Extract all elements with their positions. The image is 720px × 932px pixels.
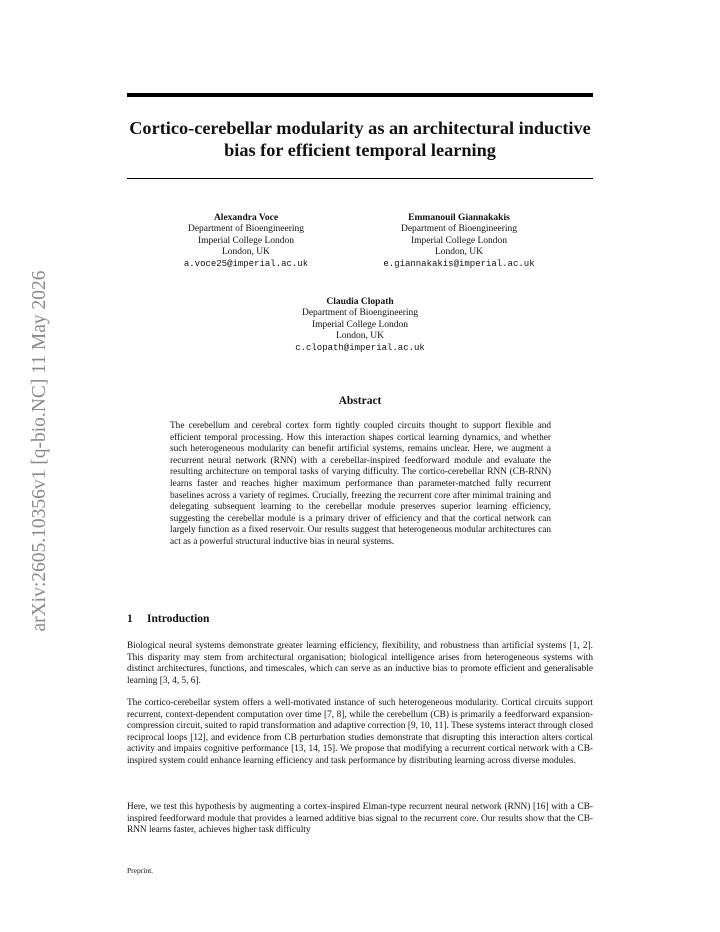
intro-paragraph: The cortico-cerebellar system offers a well-motivated instance of such heterogeneous modularity. Cortical circuits support recurrent, context-dependent computation over time [7, 8], while the cerebellum (CB) is primarily a feedforward expansion-compression circuit, suited to rapid transformation and adaptive correction [9, 10, 11]. These systems interact through closed reciprocal loops [12], and evidence from CB perturbation studies demonstrate that disrupting this interaction alters cortical activity and impairs cognitive performance [13, 14, 15]. We propose that modifying a recurrent cortical network with a CB-inspired system could enhance learning efficiency and task performance by distributing learning across diverse modules.: [127, 698, 593, 766]
author-email[interactable]: a.voce25@imperial.ac.uk: [183, 258, 309, 269]
intro-paragraph: Here, we test this hypothesis by augmenting a cortex-inspired Elman-type recurrent neural network (RNN) [16] with a CB-inspired feedforward module that provides a learned additive bias signal to the recurrent core. Our results show that the CB-RNN learns faster, achieves higher task difficulty: [127, 802, 593, 836]
author-email[interactable]: c.clopath@imperial.ac.uk: [295, 342, 425, 353]
author-location: London, UK: [335, 331, 385, 342]
abstract-heading: Abstract: [338, 395, 382, 407]
section-title: Introduction: [147, 613, 210, 625]
author-institution: Imperial College London: [311, 319, 409, 330]
author-name: Emmanouil Giannakakis: [408, 213, 510, 223]
author-department: Department of Bioengineering: [400, 224, 518, 235]
paper-title: Cortico-cerebellar modularity as an architectural inductive bias for efficient temporal learning: [129, 118, 591, 160]
author-institution: Imperial College London: [197, 235, 295, 246]
author-block: [136, 213, 356, 270]
author-block: [349, 213, 569, 270]
author-name: Claudia Clopath: [326, 297, 394, 307]
author-block: [250, 297, 470, 354]
footer-note: Preprint.: [127, 866, 154, 875]
author-name: Alexandra Voce: [213, 213, 279, 223]
title-bottom-rule: [127, 178, 593, 179]
author-location: London, UK: [221, 247, 271, 258]
title-top-rule: [127, 93, 593, 97]
arxiv-identifier: arXiv:2605.10356v1 [q-bio.NC] 11 May 2026: [29, 270, 50, 632]
author-location: London, UK: [434, 247, 484, 258]
author-department: Department of Bioengineering: [301, 308, 419, 319]
author-email[interactable]: e.giannakakis@imperial.ac.uk: [383, 258, 535, 269]
intro-paragraph: Biological neural systems demonstrate greater learning efficiency, flexibility, and robustness than artificial systems [1, 2]. This disparity may stem from architectural organisation; biological intelligence arises from heterogeneous systems with distinct architectures, functions, and timescales, which can serve as an inductive bias to promote efficient and generalisable learning [3, 4, 5, 6].: [127, 641, 593, 686]
author-department: Department of Bioengineering: [187, 224, 305, 235]
section-heading: [127, 613, 209, 625]
abstract-text: The cerebellum and cerebral cortex form tightly coupled circuits thought to support flexible and efficient temporal processing. How this interaction shapes cortical learning dynamics, and whether such heterogeneous modularity can benefit artificial systems, remains unclear. Here, we augment a recurrent neural network (RNN) with a cerebellar-inspired feedforward module and evaluate the resulting architecture on temporal tasks of varying difficulty. The cortico-cerebellar RNN (CB-RNN) learns faster and reaches higher maximum performance than parameter-matched fully recurrent baselines across a variety of regimes. Crucially, freezing the recurrent core after minimal training and delegating subsequent learning to the cerebellar module preserves superior learning efficiency, suggesting the cerebellar module is a primary driver of efficiency and that the cortical network can largely function as a fixed reservoir. Our results suggest that heterogeneous modular architectures can act as a powerful structural inductive bias in neural systems.: [170, 421, 551, 547]
author-institution: Imperial College London: [410, 235, 508, 246]
section-number: 1: [127, 613, 133, 625]
